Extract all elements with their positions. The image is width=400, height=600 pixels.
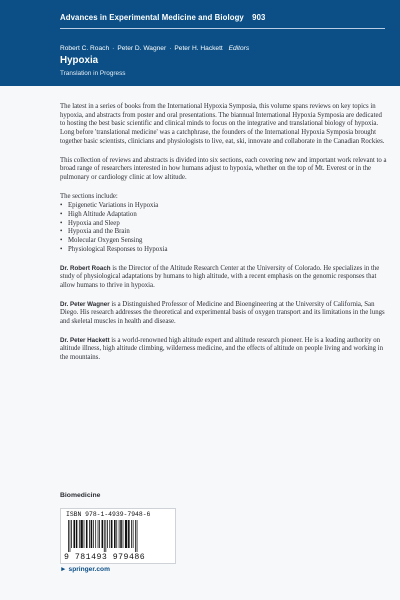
barcode-bar xyxy=(119,520,120,548)
barcode-bar xyxy=(89,520,90,548)
intro-paragraph: The latest in a series of books from the International Hypoxia Symposia, this volume spans reviews on key topics in hypoxia, and abstracts from poster and oral presentations. The biannual International Hypoxia Symposia are dedicated to hosting the best basic scientific and clinical minds to focus on the integrative and translational biology of hypoxia. Long before 'translational medicine' was a catchphrase, the founders of the International Hypoxia Symposia brought together basic scientists, clinicians and physiologists to live, eat, ski, innovate and collaborate in the Canadian Rockies. xyxy=(60,103,385,145)
barcode-bar xyxy=(123,520,124,548)
barcode-bars-icon xyxy=(66,520,172,552)
barcode-bar xyxy=(111,520,113,548)
book-subtitle: Translation in Progress xyxy=(60,70,126,77)
editor-separator: · xyxy=(169,45,172,52)
list-item: • Hypoxia and the Brain xyxy=(60,228,388,237)
series-title: Advances in Experimental Medicine and Biology xyxy=(60,13,244,22)
barcode-bar xyxy=(107,520,108,548)
book-title: Hypoxia xyxy=(60,55,99,66)
barcode-bar xyxy=(93,520,94,548)
editors-line xyxy=(60,45,249,52)
barcode-bar xyxy=(133,520,134,548)
bio-text: is the Director of the Altitude Research Center at the University of Colorado. He specializes in the study of physiological adaptations by humans to high altitude, with a recent emphasis on the genomic responses that allow humans to thrive in hypoxia. xyxy=(60,264,380,289)
barcode-bar xyxy=(73,520,75,548)
barcode-bar xyxy=(128,520,130,548)
editor-name: Robert C. Roach xyxy=(60,45,110,52)
barcode-bar xyxy=(70,520,71,552)
barcode-bar xyxy=(116,520,117,548)
barcode-bar xyxy=(120,520,122,548)
barcode-bar xyxy=(79,520,80,548)
bio-roach xyxy=(60,265,388,291)
editors-label: Editors xyxy=(228,45,250,52)
barcode-bar xyxy=(95,520,96,548)
barcode-bar xyxy=(91,520,93,548)
list-item: • High Altitude Adaptation xyxy=(60,211,388,220)
sections-list xyxy=(60,202,388,254)
barcode-bar xyxy=(102,520,104,548)
bio-text: is a Distinguished Professor of Medicine and Bioengineering at the University of California, San Diego. His research addresses the theoretical and experimental basis of oxygen transport and its limitations in the lungs and skeletal muscles in health and disease. xyxy=(60,300,385,326)
list-item: • Epigenetic Variations in Hypoxia xyxy=(60,202,388,211)
bio-text: is a world-renowned high altitude expert and altitude research pioneer. He is a leading authority on altitude illness, high altitude climbing, wilderness medicine, and the effects of altitude on people living and working in the mountains. xyxy=(60,336,384,362)
bio-hackett xyxy=(60,337,388,363)
barcode-bar xyxy=(135,520,136,552)
list-item: • Hypoxia and Sleep xyxy=(60,220,388,229)
barcode-bar xyxy=(71,520,72,548)
barcode-bar xyxy=(114,520,116,548)
barcode-bar xyxy=(98,520,99,548)
barcode-bar xyxy=(68,520,69,552)
sections-intro: The sections include: xyxy=(60,192,118,200)
arrow-right-icon: ► xyxy=(60,566,67,573)
list-item: • Physiological Responses to Hypoxia xyxy=(60,246,388,255)
barcode-bar xyxy=(99,520,100,548)
back-cover-blurb xyxy=(60,103,388,373)
bio-wagner xyxy=(60,301,388,327)
bio-name: Dr. Peter Wagner xyxy=(60,300,110,308)
barcode-bar xyxy=(125,520,127,548)
barcode-bar xyxy=(105,520,106,552)
barcode-bar xyxy=(104,520,105,552)
bio-name: Dr. Peter Hackett xyxy=(60,336,110,344)
barcode-bar xyxy=(84,520,85,548)
isbn-barcode xyxy=(60,508,176,564)
barcode-bar xyxy=(86,520,88,548)
volume-number: 903 xyxy=(252,13,266,22)
publisher-url[interactable]: springer.com xyxy=(68,566,110,573)
subject-category: Biomedicine xyxy=(60,492,101,499)
publisher-link[interactable] xyxy=(60,566,110,573)
barcode-bar xyxy=(109,520,110,548)
bio-name: Dr. Robert Roach xyxy=(60,264,111,272)
barcode-bar xyxy=(76,520,78,548)
barcode-digits: 9 781493 979486 xyxy=(64,553,146,562)
barcode-bar xyxy=(80,520,82,548)
isbn-label: ISBN 978-1-4939-7948-6 xyxy=(66,511,151,518)
series-line xyxy=(60,13,265,22)
barcode-bar xyxy=(131,520,132,548)
editor-separator: · xyxy=(112,45,115,52)
barcode-bar xyxy=(137,520,138,552)
collection-paragraph: This collection of reviews and abstracts is divided into six sections, each covering new and important work relevant to a broad range of researchers interested in how humans adjust to hypoxia, whether on the top of Mt. Everest or in the pulmonary or cardiology clinic at low altitude. xyxy=(60,156,387,181)
list-item: • Molecular Oxygen Sensing xyxy=(60,237,388,246)
editor-name: Peter D. Wagner xyxy=(117,45,167,52)
cover-header-band xyxy=(0,0,400,86)
editor-name: Peter H. Hackett xyxy=(174,45,223,52)
header-rule xyxy=(60,28,385,29)
